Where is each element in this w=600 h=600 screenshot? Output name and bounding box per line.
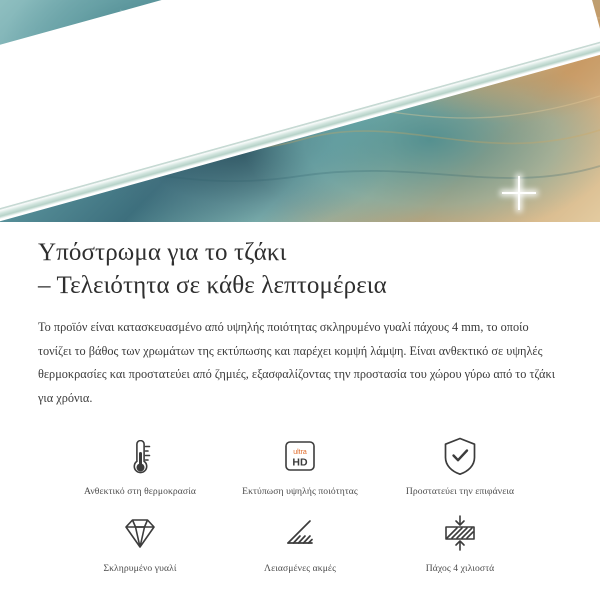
hero-image [0,0,600,222]
svg-text:HD: HD [292,456,308,469]
svg-text:ultra: ultra [293,449,307,457]
feature-item-print-quality [220,432,380,498]
description-paragraph: Το προϊόν είναι κατασκευασμένο από υψηλής ποιότητας σκληρυμένο γυαλί πάχους 4 mm, το οποίο τονίζει το βάθος των χρωμάτων της εκτύπωσης και παρέχει κομψή λάμψη. Είναι ανθεκτικό σε υψηλές θερμοκρασίες και προστατεύει από ζημιές, εξασφαλίζοντας την προστασία του χώρου γύρω από το τζάκι για χρόνια. [38,320,556,405]
thickness-arrows-icon [436,509,484,557]
feature-label: Λειασμένες ακμές [264,562,336,574]
page-title-line-1: Υπόστρωμα για το τζάκι [38,239,287,266]
feature-item-temperature [60,432,220,498]
page-title [38,236,562,302]
feature-label: Πάχος 4 χιλιοστά [425,562,495,574]
polished-edges-icon [276,509,324,557]
page-title-line-2: – Τελειότητα σε κάθε λεπτομέρεια [38,272,387,299]
feature-label: Σκληρυμένο γυαλί [103,562,177,574]
diamond-icon [116,509,164,557]
feature-label: Προστατεύει την επιφάνεια [405,486,515,498]
feature-item-tempered-glass [60,509,220,575]
thermometer-icon [116,432,164,480]
feature-item-thickness [380,509,540,575]
content-block [0,222,600,575]
shield-check-icon [436,432,484,480]
ultra-hd-icon [276,432,324,480]
feature-label: Ανθεκτικό στη θερμοκρασία [84,486,196,498]
feature-item-surface-protection [380,432,540,498]
feature-label: Εκτύπωση υψηλής ποιότητας [242,486,358,498]
feature-grid [38,432,562,575]
feature-item-polished-edges [220,509,380,575]
